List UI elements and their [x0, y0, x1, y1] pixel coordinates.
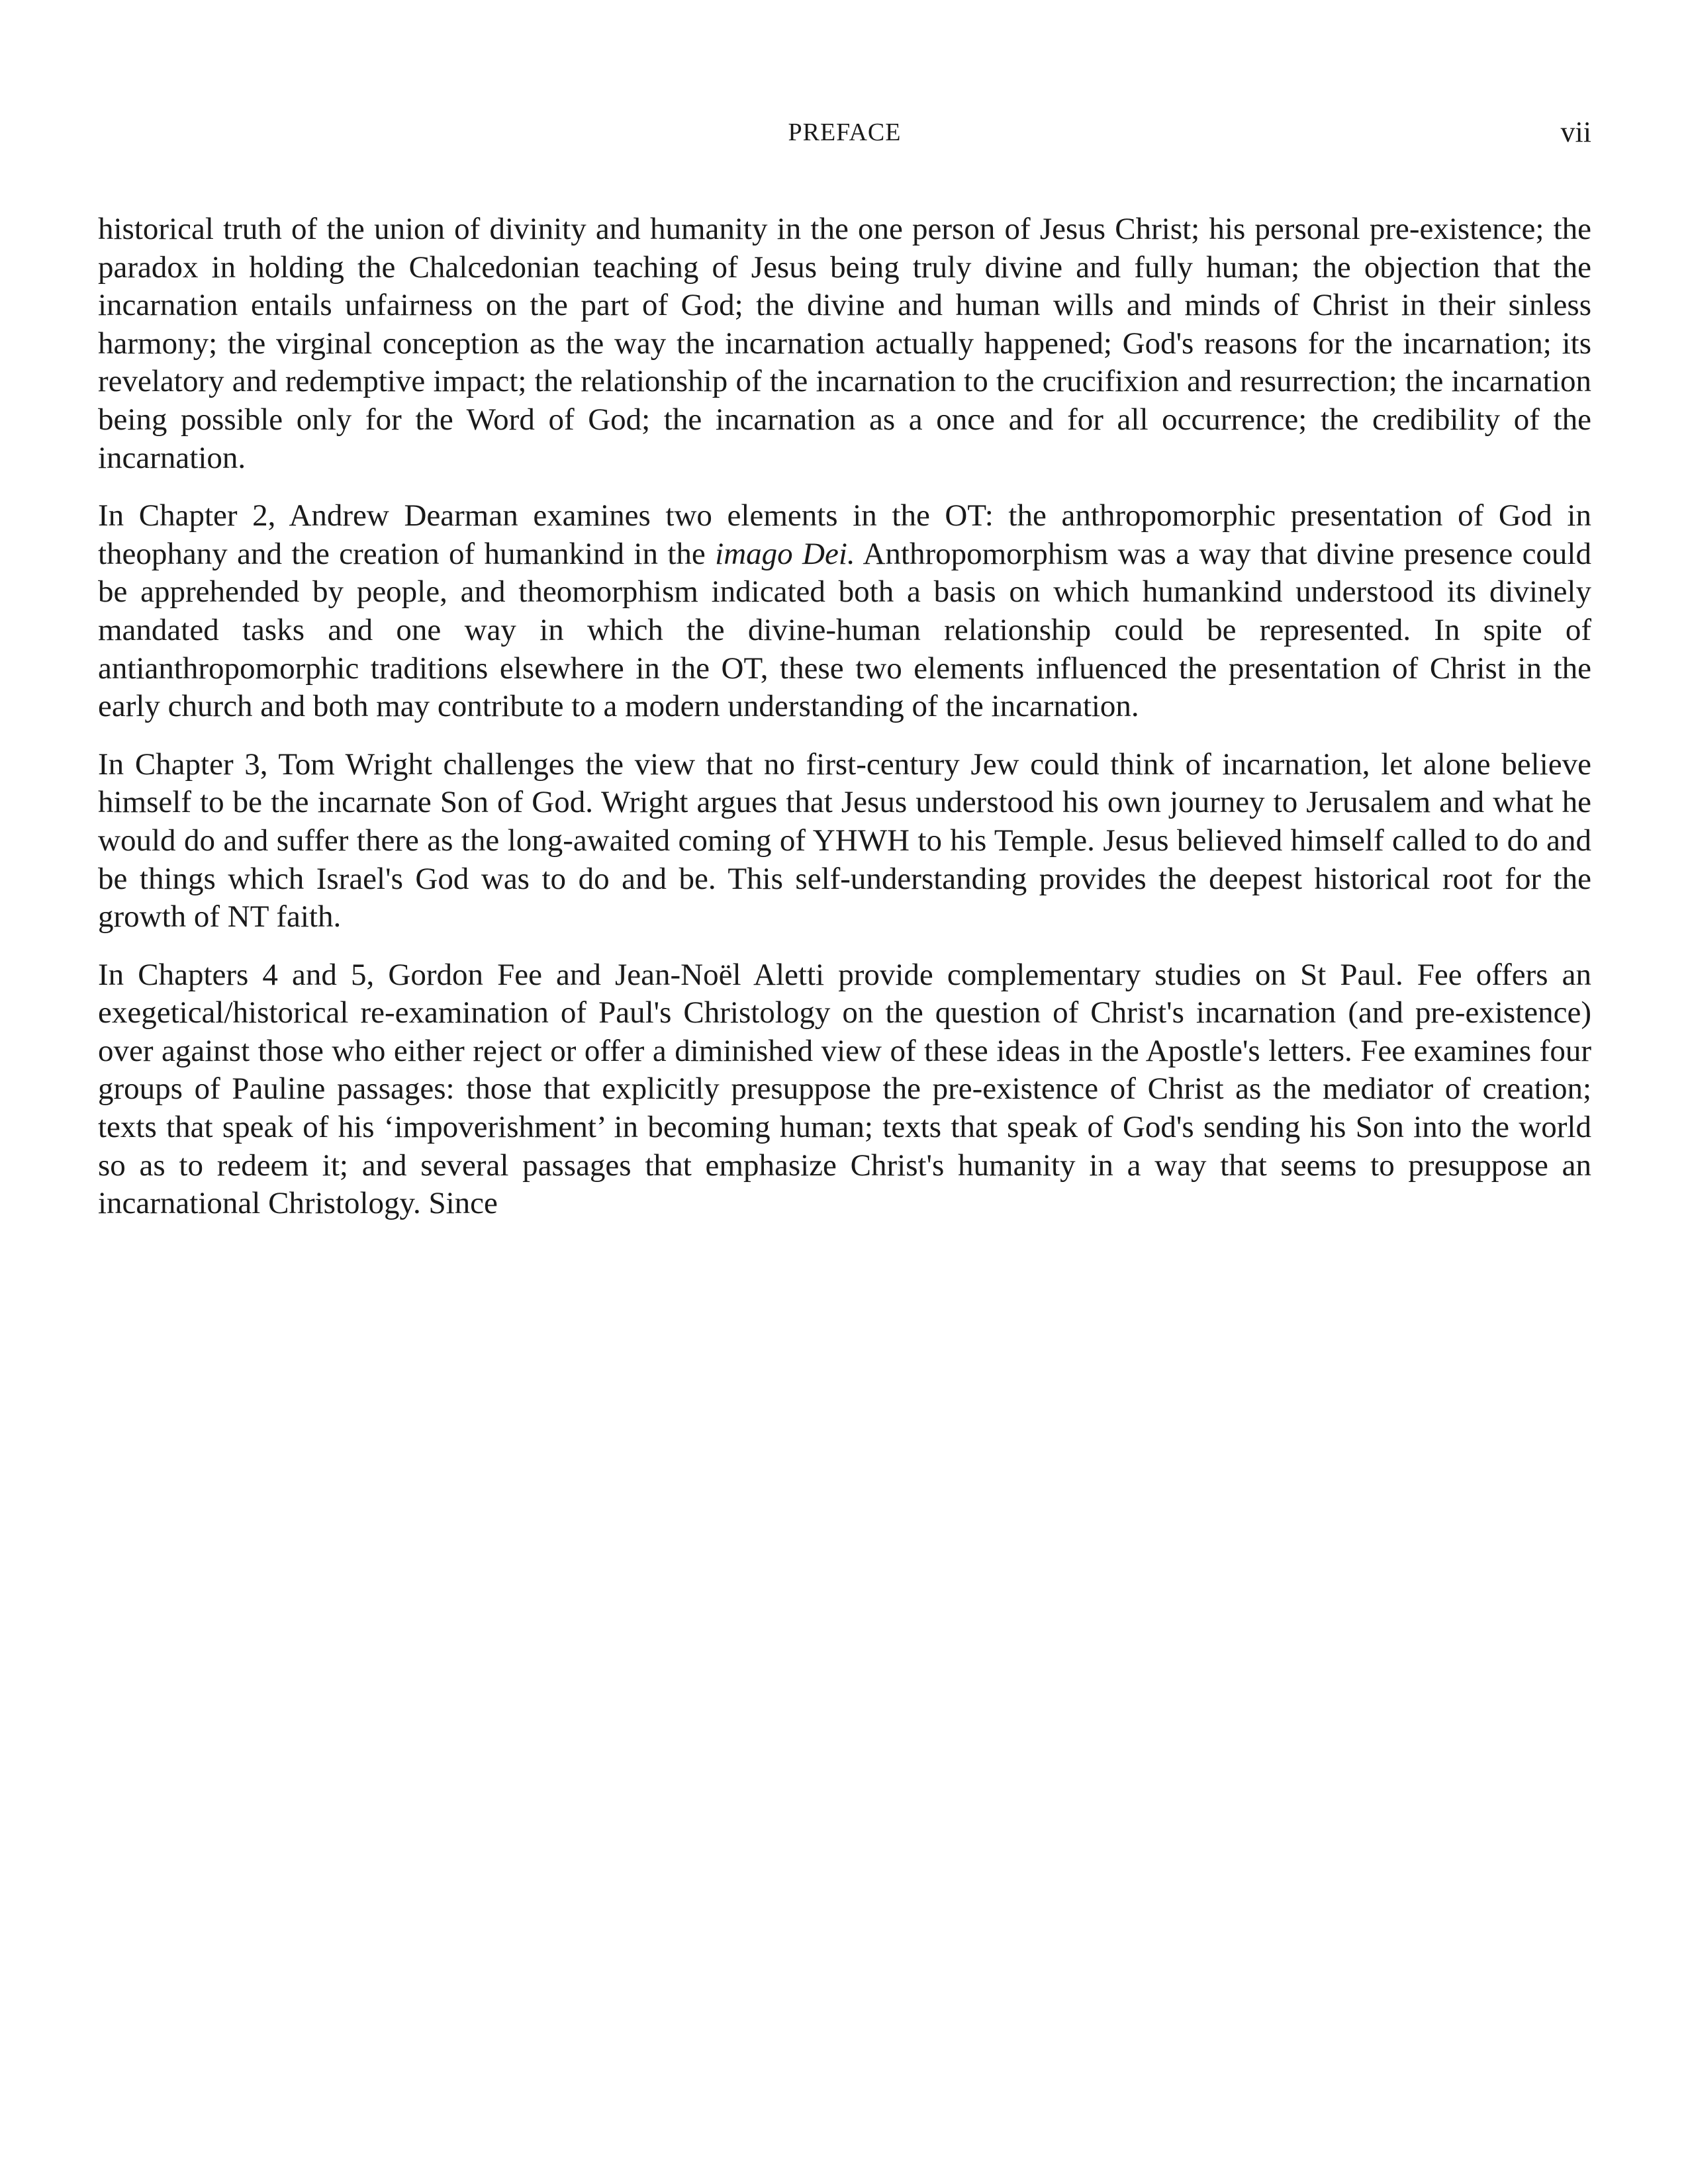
page-header: [98, 113, 1591, 152]
paragraph-4: In Chapters 4 and 5, Gordon Fee and Jean-Noël Aletti provide complementary studies on St Paul. Fee offers an exegetical/historical re-examination of Paul's Christology on the question of Christ's incarnation (and pre-existence) over against those who either reject or offer a diminished view of these ideas in the Apostle's letters. Fee examines four groups of Pauline passages: those that explicitly presuppose the pre-existence of Christ as the mediator of creation; texts that speak of his ‘impoverishment’ in becoming human; texts that speak of God's sending his Son into the world so as to redeem it; and several passages that emphasize Christ's humanity in a way that seems to presuppose an incarnational Christology. Since: [98, 957, 1591, 1221]
body-text: [98, 210, 1591, 1243]
paragraph-2-text-after: Anthropomorphism was a way that divine presence could be apprehended by people, and theomorphism indicated both a basis on which humankind understood its divinely mandated tasks and one way in which the divine-human relationship could be represented. In spite of antianthropomorphic traditions elsewhere in the OT, these two elements influenced the presentation of Christ in the early church and both may contribute to a modern understanding of the incarnation.: [98, 536, 1591, 724]
page-number: vii: [1560, 116, 1591, 148]
paragraph-1: historical truth of the union of divinity and humanity in the one person of Jesus Christ; his personal pre-existence; the paradox in holding the Chalcedonian teaching of Jesus being truly divine and fully human; the objection that the incarnation entails unfairness on the part of God; the divine and human wills and minds of Christ in their sinless harmony; the virginal conception as the way the incarnation actually happened; God's reasons for the incarnation; its revelatory and redemptive impact; the relationship of the incarnation to the crucifixion and resurrection; the incarnation being possible only for the Word of God; the incarnation as a once and for all occurrence; the credibility of the incarnation.: [98, 212, 1591, 475]
italic-term-imago-dei: imago Dei.: [715, 536, 855, 571]
running-head: PREFACE: [788, 118, 902, 146]
paragraph-2: [98, 497, 1591, 726]
paragraph-2-text-before: In Chapter 2, Andrew Dearman examines two elements in the OT: the anthropomorphic presentation of God in theophany and the creation of humankind in the: [98, 498, 1591, 571]
paragraph-3: In Chapter 3, Tom Wright challenges the view that no first-century Jew could think of incarnation, let alone believe himself to be the incarnate Son of God. Wright argues that Jesus understood his own journey to Jerusalem and what he would do and suffer there as the long-awaited coming of YHWH to his Temple. Jesus believed himself called to do and be things which Israel's God was to do and be. This self-understanding provides the deepest historical root for the growth of NT faith.: [98, 747, 1591, 934]
